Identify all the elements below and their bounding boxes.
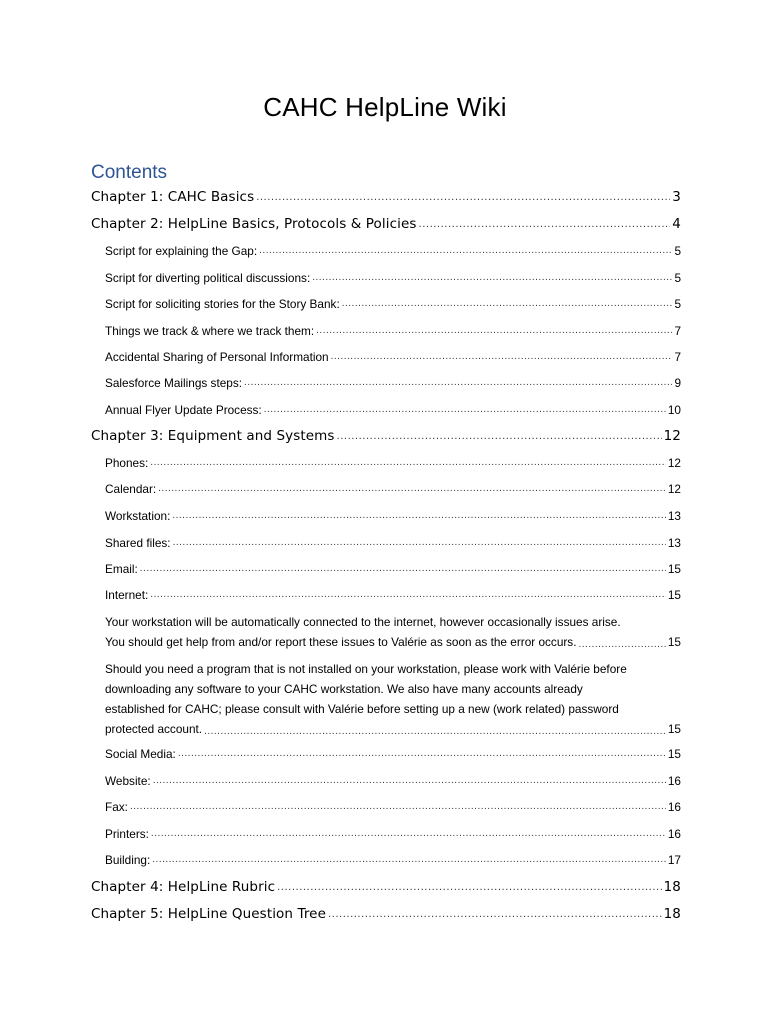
toc-entry-section[interactable]	[105, 827, 681, 841]
toc-entry-label: Script for explaining the Gap:	[105, 244, 258, 258]
toc-dot-leader	[312, 272, 672, 284]
toc-entry-section[interactable]	[105, 271, 681, 285]
toc-entry-label: Chapter 4: HelpLine Rubric	[91, 879, 276, 895]
toc-dot-leader	[172, 510, 666, 522]
toc-entry-section[interactable]	[105, 853, 681, 867]
toc-dot-leader	[151, 828, 666, 840]
toc-dot-leader	[337, 431, 662, 443]
toc-dot-leader	[173, 537, 666, 549]
toc-entry-section[interactable]	[105, 244, 681, 258]
toc-entry-label: Email:	[105, 562, 138, 576]
toc-page-number: 16	[667, 774, 681, 788]
toc-paragraph-line: downloading any software to your CAHC workstation. We also have many accounts already	[105, 682, 583, 696]
toc-page-number: 5	[674, 271, 681, 285]
toc-entry-section[interactable]	[105, 562, 681, 576]
toc-dot-leader	[328, 909, 662, 921]
toc-entry-label: Chapter 2: HelpLine Basics, Protocols & Policies	[91, 216, 417, 232]
toc-heading: Contents	[91, 162, 168, 183]
toc-entry-section[interactable]	[105, 536, 681, 550]
toc-dot-leader	[130, 801, 666, 813]
toc-dot-leader	[256, 192, 670, 204]
toc-entry-section[interactable]	[105, 747, 681, 761]
toc-page-number: 16	[667, 827, 681, 841]
toc-dot-leader	[578, 639, 665, 651]
toc-entry-label: Chapter 3: Equipment and Systems	[91, 428, 335, 444]
toc-entry-label: Printers:	[105, 827, 149, 841]
toc-paragraph-line: Your workstation will be automatically connected to the internet, however occasionally issues arise.	[105, 615, 621, 629]
toc-entry-section[interactable]	[105, 509, 681, 523]
toc-dot-leader	[152, 854, 666, 866]
toc-page-number: 18	[663, 906, 681, 922]
toc-entry-section[interactable]	[105, 297, 681, 311]
toc-entry-label: Building:	[105, 853, 151, 867]
toc-dot-leader	[277, 882, 661, 894]
toc-entry-label: Workstation:	[105, 509, 171, 523]
toc-dot-leader	[244, 377, 672, 389]
toc-page-number: 15	[667, 722, 681, 736]
toc-dot-leader	[153, 775, 666, 787]
toc-entry-section[interactable]	[105, 482, 681, 496]
toc-entry-label: Things we track & where we track them:	[105, 324, 315, 338]
toc-entry-label: Chapter 1: CAHC Basics	[91, 189, 255, 205]
toc-dot-leader	[331, 351, 673, 363]
toc-entry-label: Shared files:	[105, 536, 171, 550]
toc-entry-label: Script for soliciting stories for the Story Bank:	[105, 297, 340, 311]
toc-page-number: 12	[667, 482, 681, 496]
toc-dot-leader	[150, 457, 666, 469]
toc-entry-chapter-5[interactable]	[91, 906, 681, 922]
toc-page-number: 13	[667, 536, 681, 550]
toc-entry-paragraph[interactable]	[105, 659, 681, 739]
toc-dot-leader	[419, 219, 671, 231]
toc-dot-leader	[140, 563, 666, 575]
toc-entry-section[interactable]	[105, 774, 681, 788]
toc-paragraph-line: established for CAHC; please consult with Valérie before setting up a new (work related) password	[105, 702, 619, 716]
toc-page-number: 18	[663, 879, 681, 895]
toc-page-number: 15	[667, 562, 681, 576]
toc-entry-section[interactable]	[105, 456, 681, 470]
toc-page-number: 7	[674, 324, 681, 338]
toc-page-number: 4	[672, 216, 681, 232]
toc-entry-chapter-1[interactable]	[91, 189, 681, 205]
toc-dot-leader	[178, 748, 666, 760]
toc-paragraph-line: Should you need a program that is not installed on your workstation, please work with Valérie before	[105, 662, 627, 676]
toc-page-number: 16	[667, 800, 681, 814]
toc-page-number: 12	[667, 456, 681, 470]
toc-page-number: 13	[667, 509, 681, 523]
toc-entry-section[interactable]	[105, 403, 681, 417]
toc-entry-label: Chapter 5: HelpLine Question Tree	[91, 906, 326, 922]
toc-dot-leader	[204, 726, 666, 738]
toc-entry-label: Calendar:	[105, 482, 157, 496]
toc-page-number: 9	[674, 376, 681, 390]
toc-page-number: 7	[674, 350, 681, 364]
toc-paragraph-line: protected account.	[105, 722, 203, 736]
toc-paragraph-line: You should get help from and/or report these issues to Valérie as soon as the error occurs.	[105, 635, 577, 649]
toc-entry-label: Salesforce Mailings steps:	[105, 376, 243, 390]
toc-page-number: 10	[667, 403, 681, 417]
toc-entry-section[interactable]	[105, 324, 681, 338]
toc-paragraph-last-line	[105, 632, 681, 652]
toc-entry-label: Fax:	[105, 800, 128, 814]
toc-entry-label: Social Media:	[105, 747, 176, 761]
toc-page-number: 3	[672, 189, 681, 205]
toc-entry-section[interactable]	[105, 800, 681, 814]
toc-dot-leader	[342, 298, 673, 310]
toc-dot-leader	[158, 483, 666, 495]
toc-dot-leader	[264, 404, 666, 416]
toc-entry-chapter-3[interactable]	[91, 428, 681, 444]
toc-paragraph-last-line	[105, 719, 681, 739]
toc-page-number: 15	[667, 747, 681, 761]
toc-entry-chapter-2[interactable]	[91, 216, 681, 232]
toc-dot-leader	[316, 325, 672, 337]
toc-page-number: 15	[667, 588, 681, 602]
toc-page-number: 12	[663, 428, 681, 444]
toc-entry-label: Internet:	[105, 588, 149, 602]
document-title: CAHC HelpLine Wiki	[263, 92, 507, 122]
toc-entry-label: Annual Flyer Update Process:	[105, 403, 262, 417]
toc-entry-paragraph[interactable]	[105, 612, 681, 652]
toc-entry-label: Accidental Sharing of Personal Information	[105, 350, 329, 364]
toc-dot-leader	[259, 245, 672, 257]
toc-page-number: 5	[674, 297, 681, 311]
toc-entry-section[interactable]	[105, 350, 681, 364]
toc-entry-label: Phones:	[105, 456, 149, 470]
toc-entry-label: Script for diverting political discussions:	[105, 271, 311, 285]
toc-entry-section[interactable]	[105, 376, 681, 390]
toc-page-number: 15	[667, 635, 681, 649]
toc-page-number: 5	[674, 244, 681, 258]
toc-page-number: 17	[667, 853, 681, 867]
toc-entry-chapter-4[interactable]	[91, 879, 681, 895]
toc-entry-label: Website:	[105, 774, 151, 788]
toc-entry-section[interactable]	[105, 588, 681, 602]
toc-dot-leader	[150, 589, 666, 601]
